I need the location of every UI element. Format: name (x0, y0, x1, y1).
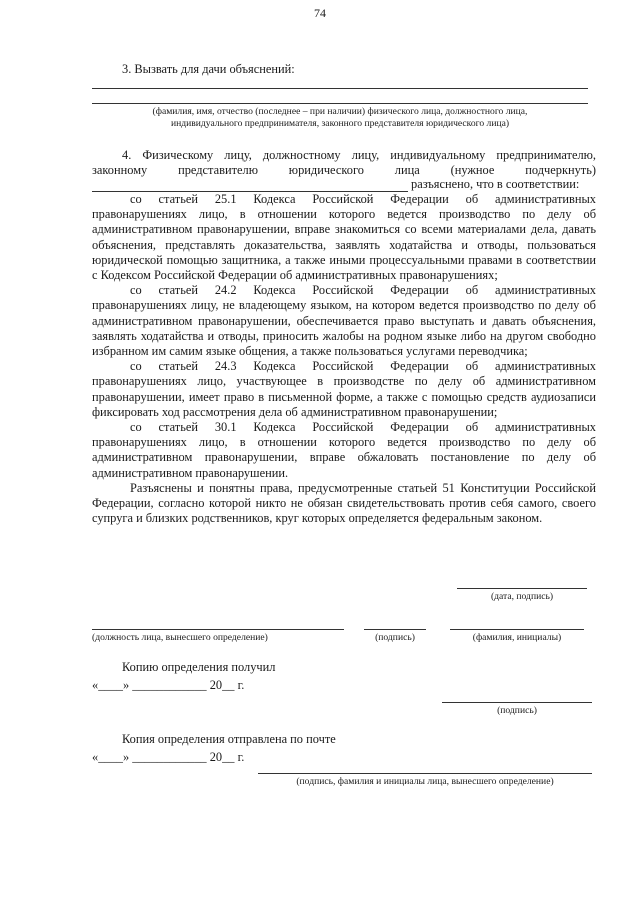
copy-sent-label: Копия определения отправлена по почте (122, 732, 336, 746)
item3-label: 3. Вызвать для дачи объяснений: (122, 62, 295, 76)
copy-sent-signature-line[interactable] (258, 773, 592, 774)
rights-paragraph-24-3: со статьей 24.3 Кодекса Российской Федерации об административных правонарушениях лицо, участвующее в производстве по делу об административном правонарушении, имеет право в письменной форме, а также с помощью средств аудиозаписи фиксировать ход рассмотрения дела об административном правонарушении; (92, 359, 596, 419)
item4-intro-line2: законному представителю юридического лица (нужное подчеркнуть) (92, 163, 596, 177)
item4-intro-line3: разъяснено, что в соответствии: (411, 177, 580, 191)
copy-received-signature-line[interactable] (442, 702, 592, 703)
copy-received-signature-caption: (подпись) (497, 705, 537, 716)
rights-paragraph-constitution-51: Разъяснены и понятны права, предусмотренные статьей 51 Конституции Российской Федерации, согласно которой никто не обязан свидетельствовать против себя самого, своего супруга и близких родственников, круг которых определяется федеральным законом. (92, 480, 596, 526)
page-number: 74 (314, 6, 326, 20)
copy-received-date[interactable]: «____» ____________ 20__ г. (92, 678, 245, 692)
rights-paragraph-25-1: со статьей 25.1 Кодекса Российской Федерации об административных правонарушениях лицо, в отношении которого ведется производство по делу об административном правонарушении, вправе знакомиться со всеми материалами дела, давать объяснения, представлять доказательства, заявлять ходатайства и отводы, пользоваться юридической помощью защитника, а также иными процессуальными правами в соответствии с Кодексом Российской Федерации об административных правонарушениях; (92, 192, 596, 283)
name-initials-caption: (фамилия, инициалы) (472, 632, 562, 643)
item3-blank-line-2[interactable] (92, 103, 588, 104)
item3-blank-line-1[interactable] (92, 88, 588, 89)
date-signature-line[interactable] (457, 588, 587, 589)
rights-text (92, 192, 596, 526)
item3-caption-line2: индивидуального предпринимателя, законного представителя юридического лица) (170, 118, 510, 129)
name-initials-line[interactable] (450, 629, 584, 630)
position-line[interactable] (92, 629, 344, 630)
item3-caption (92, 106, 588, 130)
copy-sent-date[interactable]: «____» ____________ 20__ г. (92, 750, 245, 764)
official-signature-caption: (подпись) (375, 632, 415, 643)
rights-paragraph-30-1: со статьей 30.1 Кодекса Российской Федерации об административных правонарушениях лицо, в отношении которого ведется производство по делу об административном правонарушении, вправе обжаловать постановление по делу об административном правонарушении. (92, 420, 596, 480)
item4-intro-line1: 4. Физическому лицу, должностному лицу, индивидуальному предпринимателю, (122, 148, 596, 162)
position-caption: (должность лица, вынесшего определение) (92, 632, 268, 643)
item3-caption-line1: (фамилия, имя, отчество (последнее – при наличии) физического лица, должностного лица, (152, 106, 528, 117)
copy-received-label: Копию определения получил (122, 660, 276, 674)
official-signature-line[interactable] (364, 629, 426, 630)
copy-sent-signature-caption: (подпись, фамилия и инициалы лица, вынесшего определение) (296, 776, 554, 787)
rights-paragraph-24-2: со статьей 24.2 Кодекса Российской Федерации об административных правонарушениях лицу, не владеющему языком, на котором ведется производство по делу об административном правонарушении, обеспечивается право выступать и давать объяснения, заявлять ходатайства и отводы, приносить жалобы на родном языке либо на другом свободно избранном им самим языке общения, а также пользоваться услугами переводчика; (92, 283, 596, 359)
date-signature-caption: (дата, подпись) (490, 591, 554, 602)
